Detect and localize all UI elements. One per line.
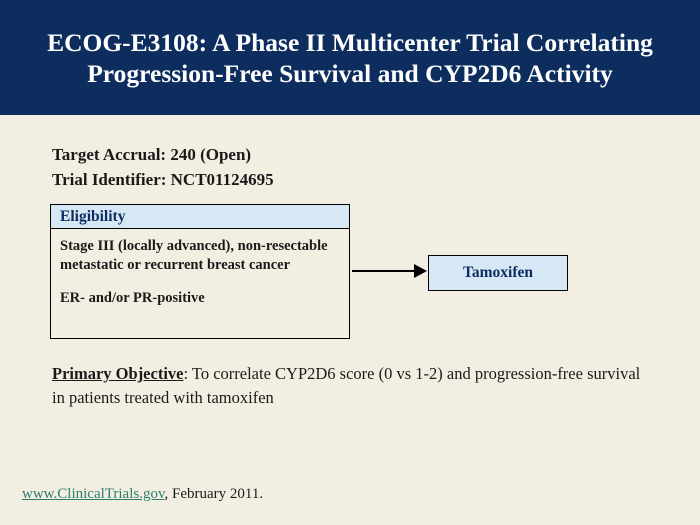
treatment-arm-label: Tamoxifen	[462, 264, 534, 281]
eligibility-box	[50, 204, 350, 339]
eligibility-header: Eligibility	[51, 205, 349, 229]
footer-date: , February 2011.	[164, 486, 264, 502]
primary-objective	[52, 362, 652, 410]
slide-title-bar	[0, 0, 700, 115]
primary-objective-label: Primary Objective	[52, 364, 184, 383]
arrow-line	[352, 270, 416, 272]
eligibility-criteria-1: Stage III (locally advanced), non-resectable metastatic or recurrent breast cancer	[60, 238, 328, 273]
slide-footer	[22, 486, 263, 503]
primary-objective-text: : To correlate CYP2D6 score (0 vs 1-2) and progression-free survival in patients treated with tamoxifen	[52, 364, 641, 407]
clinicaltrials-link[interactable]: www.ClinicalTrials.gov	[22, 486, 165, 502]
arrow-head	[414, 264, 427, 278]
flow-arrow-icon	[352, 264, 428, 278]
eligibility-criteria-2: ER- and/or PR-positive	[60, 290, 205, 306]
slide-title: ECOG-E3108: A Phase II Multicenter Trial Correlating Progression-Free Survival and CYP2D6 Activity	[47, 27, 653, 88]
target-accrual-line: Target Accrual: 240 (Open)	[52, 145, 252, 164]
eligibility-body	[51, 229, 349, 308]
trial-identifier-line: Trial Identifier: NCT01124695	[52, 170, 274, 189]
accrual-info	[52, 142, 274, 192]
treatment-arm-box	[428, 255, 568, 291]
